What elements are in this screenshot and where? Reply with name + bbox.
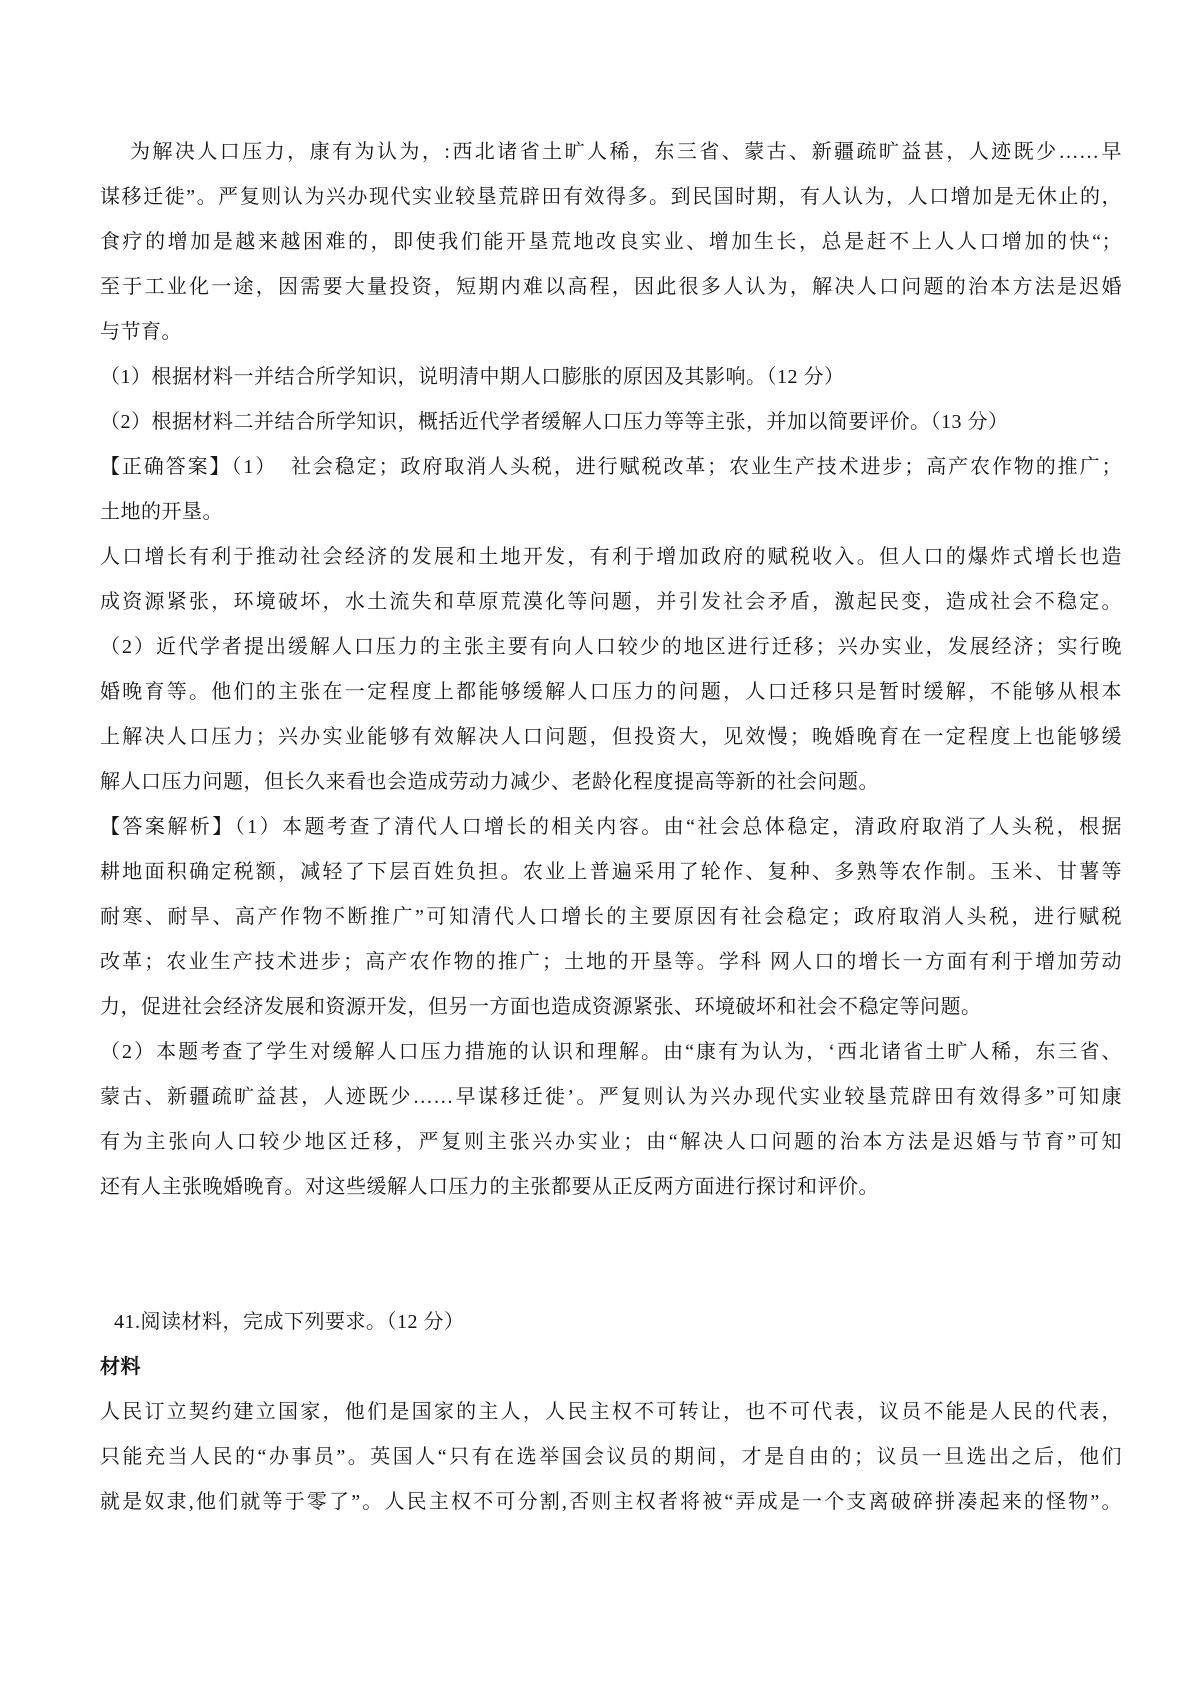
answer-analysis-part2-line: （2）本题考查了学生对缓解人口压力措施的认识和理解。由“康有为认为，‘西北诸省土旷人稀，东三省、 <box>100 1041 1122 1063</box>
question-41-material-paragraph <box>100 1390 1122 1525</box>
answer-analysis-part1 <box>100 805 1122 1030</box>
question-1 <box>100 355 1122 400</box>
correct-answer-part2-line: 婚晚育等。他们的主张在一定程度上都能够缓解人口压力的问题，人口迁移只是暂时缓解，不能够从根本 <box>100 681 1122 703</box>
material-two-paragraph-line: 食疗的增加是越来越困难的，即使我们能开垦荒地改良实业、增加生长，总是赶不上人人口增加的快“； <box>100 231 1122 253</box>
answer-analysis-part1-line: 耐寒、耐旱、高产作物不断推广”可知清代人口增长的主要原因有社会稳定；政府取消人头税，进行赋税 <box>100 906 1122 928</box>
question-41-material-paragraph-line: 人民订立契约建立国家，他们是国家的主人，人民主权不可转让，也不可代表，议员不能是人民的代表， <box>100 1401 1122 1423</box>
question-41-heading <box>100 1300 1122 1345</box>
correct-answer-part1-impact <box>100 535 1122 625</box>
answer-analysis-part2-line: 还有人主张晚婚晚育。对这些缓解人口压力的主张都要从正反两方面进行探讨和评价。 <box>100 1176 879 1198</box>
question-41-material-paragraph-line: 就是奴隶,他们就等于零了”。人民主权不可分割,否则主权者将被“弄成是一个支离破碎拼凑起来的怪物”。 <box>100 1491 1122 1513</box>
answer-analysis-part2-line: 蒙古、新疆疏旷益甚，人迹既少……早谋移迁徙’。严复则认为兴办现代实业较垦荒辟田有效得多”可知康 <box>100 1086 1122 1108</box>
correct-answer-part1-impact-line: 成资源紧张，环境破坏，水土流失和草原荒漠化等问题，并引发社会矛盾，激起民变，造成社会不稳定。 <box>100 591 1122 613</box>
material-heading <box>100 1345 1122 1390</box>
blank-gap <box>100 1210 1122 1300</box>
question-1-line: （1）根据材料一并结合所学知识，说明清中期人口膨胀的原因及其影响。（12 分） <box>100 366 845 388</box>
correct-answer-part1-line: 土地的开垦。 <box>100 501 223 523</box>
correct-answer-part1-line: 【正确答案】（1） 社会稳定；政府取消人头税，进行赋税改革；农业生产技术进步；高产农作物的推广； <box>100 456 1122 478</box>
correct-answer-part2-line: 上解决人口压力；兴办实业能够有效解决人口问题，但投资大，见效慢；晚婚晚育在一定程度上也能够缓 <box>100 726 1122 748</box>
answer-analysis-part1-line: 【答案解析】（1）本题考查了清代人口增长的相关内容。由“社会总体稳定，清政府取消了人头税，根据 <box>100 816 1122 838</box>
correct-answer-part1 <box>100 445 1122 535</box>
answer-analysis-part2 <box>100 1030 1122 1210</box>
material-two-paragraph-line: 至于工业化一途，因需要大量投资，短期内难以高程，因此很多人认为，解决人口问题的治本方法是迟婚 <box>100 276 1122 298</box>
correct-answer-part2-line: 解人口压力问题，但长久来看也会造成劳动力减少、老龄化程度提高等新的社会问题。 <box>100 771 879 793</box>
correct-answer-part2 <box>100 625 1122 805</box>
material-heading-line: 材料 <box>100 1356 141 1378</box>
correct-answer-part2-line: （2）近代学者提出缓解人口压力的主张主要有向人口较少的地区进行迁移；兴办实业，发展经济；实行晚 <box>100 636 1122 658</box>
material-two-paragraph-line: 与节育。 <box>100 321 182 343</box>
material-two-paragraph <box>100 130 1122 355</box>
answer-analysis-part1-line: 耕地面积确定税额，减轻了下层百姓负担。农业上普遍采用了轮作、复种、多熟等农作制。玉米、甘薯等 <box>100 861 1122 883</box>
answer-analysis-part1-line: 力，促进社会经济发展和资源开发，但另一方面也造成资源紧张、环境破坏和社会不稳定等问题。 <box>100 996 982 1018</box>
question-41-heading-line: 41.阅读材料，完成下列要求。（12 分） <box>114 1311 465 1333</box>
question-2-line: （2）根据材料二并结合所学知识，概括近代学者缓解人口压力等等主张，并加以简要评价。（13 分） <box>100 411 1009 433</box>
answer-analysis-part1-line: 改革；农业生产技术进步；高产农作物的推广；土地的开垦等。学科 网人口的增长一方面有利于增加劳动 <box>100 951 1122 973</box>
question-41-material-paragraph-line: 只能充当人民的“办事员”。英国人“只有在选举国会议员的期间，才是自由的；议员一旦选出之后，他们 <box>100 1446 1122 1468</box>
correct-answer-part1-impact-line: 人口增长有利于推动社会经济的发展和土地开发，有利于增加政府的赋税收入。但人口的爆炸式增长也造 <box>100 546 1122 568</box>
material-two-paragraph-line: 为解决人口压力，康有为认为，:西北诸省土旷人稀，东三省、蒙古、新疆疏旷益甚，人迹既少……早 <box>130 141 1122 163</box>
answer-analysis-part2-line: 有为主张向人口较少地区迁移，严复则主张兴办实业；由“解决人口问题的治本方法是迟婚与节育”可知 <box>100 1131 1122 1153</box>
material-two-paragraph-line: 谋移迁徙”。严复则认为兴办现代实业较垦荒辟田有效得多。到民国时期，有人认为，人口增加是无休止的， <box>100 186 1122 208</box>
question-2 <box>100 400 1122 445</box>
